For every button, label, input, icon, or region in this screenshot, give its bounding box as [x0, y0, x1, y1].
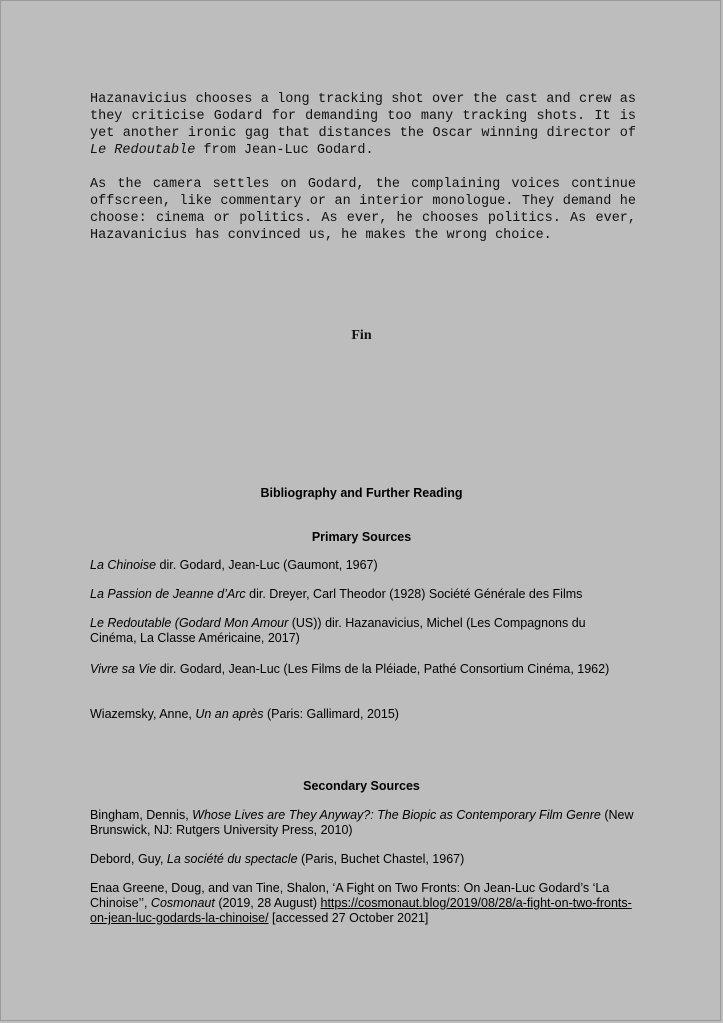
- entry-title: La Chinoise: [90, 558, 157, 572]
- paragraph-text: from Jean-Luc Godard.: [195, 143, 374, 158]
- body-paragraph-1: [90, 91, 636, 159]
- bibliography-title: Bibliography and Further Reading: [260, 486, 463, 500]
- film-title: Le Redoutable: [90, 143, 196, 158]
- entry-date: (2019, 28 August): [214, 896, 321, 910]
- primary-entry: [90, 558, 635, 573]
- entry-details: dir. Godard, Jean-Luc (Gaumont, 1967): [156, 558, 378, 572]
- body-paragraph-2: As the camera settles on Godard, the complaining voices continue offscreen, like commentary or an interior monologue. They demand he choose: cinema or politics. As ever, he chooses politics. As ever, Hazavanicius has convinced us, he makes the wrong choice.: [90, 177, 636, 243]
- entry-details: (Paris: Gallimard, 2015): [263, 707, 399, 721]
- entry-title: La société du spectacle: [166, 852, 298, 866]
- entry-author: Wiazemsky, Anne,: [90, 707, 196, 721]
- fin-marker: Fin: [351, 328, 372, 343]
- secondary-sources-heading: Secondary Sources: [303, 779, 420, 793]
- entry-author: Enaa Greene, Doug, and van Tine, Shalon, ‘A Fight on Two Fronts: On Jean-Luc Godard’s ‘La Chinoise’’,: [90, 881, 610, 910]
- secondary-entry: [90, 881, 635, 926]
- primary-entry: [90, 587, 635, 602]
- entry-author: Debord, Guy,: [90, 852, 167, 866]
- entry-accessed: [accessed 27 October 2021]: [268, 911, 429, 925]
- secondary-entry: [90, 852, 635, 867]
- entry-title: Un an après: [195, 707, 264, 721]
- primary-entry: [90, 662, 635, 677]
- entry-title: La Passion de Jeanne d’Arc: [90, 587, 246, 601]
- entry-details: dir. Dreyer, Carl Theodor (1928) Société Générale des Films: [245, 587, 583, 601]
- entry-details: (New Brunswick, NJ: Rutgers University Press, 2010): [90, 808, 634, 837]
- secondary-entry: [90, 808, 635, 838]
- entry-details: dir. Godard, Jean-Luc (Les Films de la Pléiade, Pathé Consortium Cinéma, 1962): [156, 662, 610, 676]
- paragraph-text: Hazanavicius chooses a long tracking shot over the cast and crew as they criticise Godard for demanding too many tracking shots. It is yet another ironic gag that distances the Oscar winning director of: [90, 92, 636, 141]
- entry-title: Cosmonaut: [150, 896, 215, 910]
- entry-details: (US)) dir. Hazanavicius, Michel (Les Compagnons du Cinéma, La Classe Américaine, 2017): [90, 616, 586, 645]
- entry-title: Vivre sa Vie: [90, 662, 157, 676]
- primary-entry: [90, 616, 635, 646]
- primary-sources-heading: Primary Sources: [311, 530, 412, 544]
- entry-author: Bingham, Dennis,: [90, 808, 193, 822]
- entry-title: Le Redoutable (Godard Mon Amour: [90, 616, 289, 630]
- cosmonaut-article-link[interactable]: https://cosmonaut.blog/2019/08/28/a-fight-on-two-fronts-on-jean-luc-godards-la-chinoise/: [90, 896, 632, 925]
- entry-details: (Paris, Buchet Chastel, 1967): [297, 852, 465, 866]
- primary-entry: [90, 707, 635, 722]
- entry-title: Whose Lives are They Anyway?: The Biopic as Contemporary Film Genre: [192, 808, 601, 822]
